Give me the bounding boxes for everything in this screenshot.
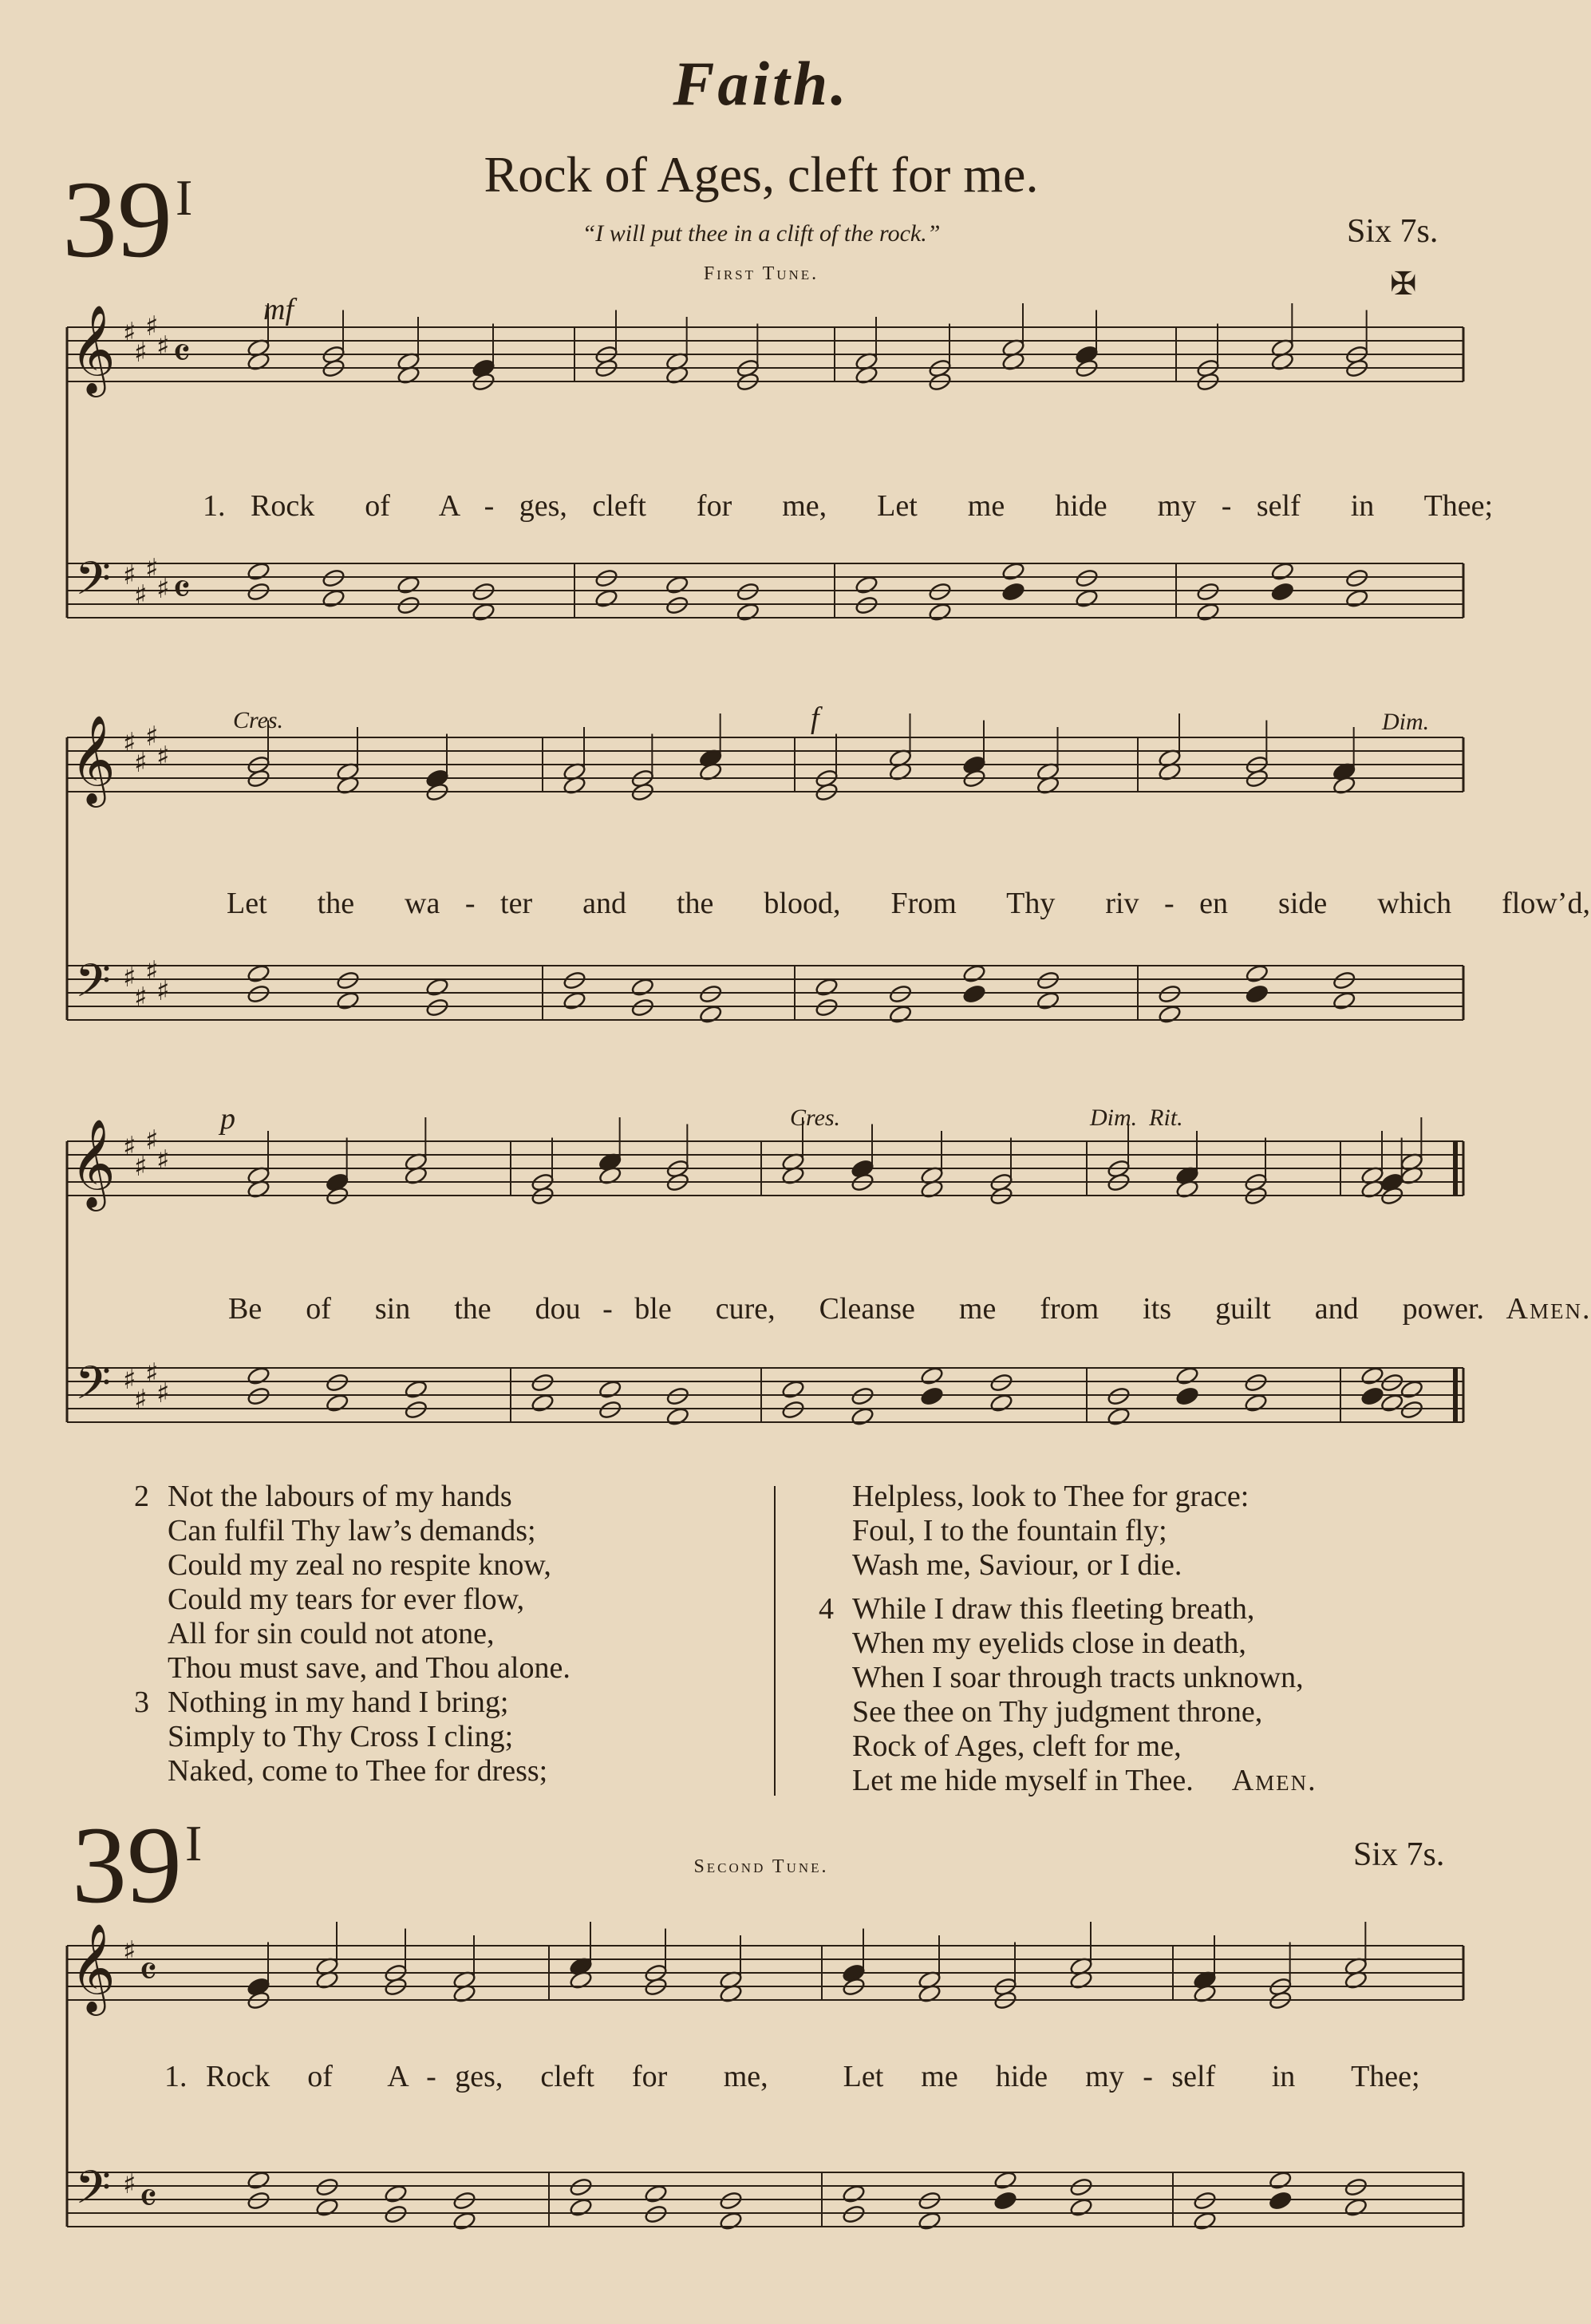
note-head	[851, 1406, 874, 1426]
hymn-epigraph: “I will put thee in a clift of the rock.”	[582, 220, 941, 247]
sharp-icon: ♯	[134, 982, 148, 1014]
note-head	[962, 963, 986, 983]
note-head	[644, 2184, 668, 2203]
note-head	[397, 595, 420, 615]
note-head	[1245, 963, 1269, 983]
note-head	[989, 1393, 1013, 1413]
note-head	[665, 1386, 689, 1406]
dynamic-f: f	[811, 702, 819, 735]
note-head	[452, 2211, 476, 2231]
verse-line: Naked, come to Thee for dress;	[168, 1754, 548, 1788]
sharp-icon: ♯	[123, 2168, 136, 2200]
note-head	[425, 977, 449, 997]
lyrics-line-3-text: Be of sin the dou - ble cure, Cleanse me from its guilt and power.	[228, 1292, 1484, 1326]
note-head	[644, 2204, 668, 2224]
common-time-icon: 𝄴	[172, 566, 191, 614]
verse-line: Could my tears for ever flow,	[168, 1583, 525, 1616]
note-head	[918, 2211, 942, 2231]
sharp-icon: ♯	[134, 1151, 148, 1183]
note-head	[1344, 2177, 1368, 2197]
note-head	[989, 1373, 1013, 1393]
section-title: Faith.	[673, 49, 850, 118]
sharp-icon: ♯	[156, 330, 170, 362]
note-head	[247, 2191, 270, 2211]
sharp-icon: ♯	[123, 1935, 136, 1967]
note-head	[719, 2211, 743, 2231]
note-head	[598, 1400, 622, 1420]
note-head	[1075, 568, 1099, 588]
hymn-title: Rock of Ages, cleft for me.	[484, 146, 1039, 203]
note-head	[1344, 2197, 1368, 2217]
bass-clef-icon: 𝄢	[75, 954, 112, 1019]
treble-clef-icon: 𝄞	[70, 1923, 116, 2012]
note-head	[888, 984, 912, 1004]
hymn-number-digits: 39	[62, 158, 172, 280]
note-head	[397, 575, 420, 595]
dynamic-dim-rit: Dim. Rit.	[1090, 1105, 1183, 1131]
dynamic-cres-1: Cres.	[233, 707, 284, 733]
note-head	[472, 602, 495, 622]
note-head	[1175, 1366, 1199, 1385]
note-head	[336, 990, 360, 1010]
dynamic-dim-1: Dim.	[1382, 709, 1430, 735]
note-head	[699, 984, 723, 1004]
sharp-icon: ♯	[123, 559, 136, 591]
dynamic-p: p	[220, 1102, 235, 1136]
verse-line: Can fulfil Thy law’s demands;	[168, 1514, 536, 1547]
note-head	[1345, 588, 1369, 608]
sharp-icon: ♯	[156, 1377, 170, 1409]
note-head	[1036, 990, 1060, 1010]
note-head	[815, 977, 839, 997]
common-time-icon: 𝄴	[172, 330, 191, 377]
note-head	[1400, 1379, 1423, 1399]
cross-icon: ✠	[1390, 266, 1417, 302]
note-head	[247, 2170, 270, 2190]
note-head	[630, 998, 654, 1018]
note-head	[851, 1386, 874, 1406]
note-head	[404, 1400, 428, 1420]
note-head	[1193, 2191, 1217, 2211]
sharp-icon: ♯	[156, 1144, 170, 1176]
sharp-icon: ♯	[145, 955, 159, 987]
note-head	[855, 595, 878, 615]
note-head	[531, 1373, 555, 1393]
note-head	[1069, 2177, 1093, 2197]
verse-line: Rock of Ages, cleft for me,	[852, 1729, 1182, 1763]
note-head	[1360, 1386, 1384, 1406]
sharp-icon: ♯	[156, 573, 170, 605]
note-head	[918, 2191, 942, 2211]
sharp-icon: ♯	[145, 721, 159, 753]
verse-line: Could my zeal no respite know,	[168, 1548, 551, 1582]
note-head	[962, 984, 986, 1004]
note-head	[384, 2204, 408, 2224]
first-tune-label: First Tune.	[703, 263, 819, 284]
sharp-icon: ♯	[145, 1124, 159, 1156]
hymn-meter: Six 7s.	[1347, 213, 1439, 250]
note-head	[993, 2170, 1017, 2190]
note-head	[563, 970, 586, 990]
note-head	[888, 1004, 912, 1024]
note-head	[1332, 970, 1356, 990]
hymn-number-2-suffix: I	[185, 1815, 203, 1871]
second-tune-label: Second Tune.	[693, 1856, 829, 1877]
verse-line: See thee on Thy judgment throne,	[852, 1695, 1263, 1729]
note-head	[1075, 588, 1099, 608]
note-head	[326, 1393, 349, 1413]
bass-clef-icon: 𝄢	[75, 551, 112, 617]
sharp-icon: ♯	[123, 962, 136, 994]
note-head	[1036, 970, 1060, 990]
note-head	[1400, 1400, 1423, 1420]
treble-clef-icon: 𝄞	[70, 714, 116, 804]
verse-line: Wash me, Saviour, or I die.	[852, 1548, 1182, 1582]
verse-line: Let me hide myself in Thee. Amen.	[852, 1764, 1317, 1797]
verse-line: Helpless, look to Thee for grace:	[852, 1480, 1250, 1513]
sharp-icon: ♯	[156, 975, 170, 1007]
note-head	[920, 1386, 944, 1406]
note-head	[322, 568, 345, 588]
hymn-meter-2: Six 7s.	[1353, 1836, 1445, 1873]
verse-line: When my eyelids close in death,	[852, 1626, 1246, 1660]
verse-line: When I soar through tracts unknown,	[852, 1661, 1304, 1694]
sharp-icon: ♯	[134, 1384, 148, 1416]
note-head	[594, 588, 618, 608]
verse-line: Simply to Thy Cross I cling;	[168, 1720, 514, 1753]
note-head	[1360, 1366, 1384, 1385]
note-head	[1196, 582, 1220, 602]
note-head	[842, 2184, 866, 2203]
note-head	[1244, 1373, 1268, 1393]
dynamic-cres-2: Cres.	[790, 1105, 841, 1131]
note-head	[1196, 602, 1220, 622]
note-head	[472, 582, 495, 602]
note-head	[781, 1400, 805, 1420]
note-head	[1158, 1004, 1182, 1024]
lyrics-line-second-tune: 1. Rock of A - ges, cleft for me, Let me hide my - self in Thee;	[164, 2060, 1420, 2093]
note-head	[315, 2177, 339, 2197]
note-head	[1001, 582, 1025, 602]
sharp-icon: ♯	[123, 727, 136, 759]
sharp-icon: ♯	[145, 310, 159, 342]
note-head	[920, 1366, 944, 1385]
note-head	[665, 575, 689, 595]
note-head	[598, 1379, 622, 1399]
sharp-icon: ♯	[156, 741, 170, 773]
note-head	[425, 998, 449, 1018]
verse-line: All for sin could not atone,	[168, 1617, 495, 1650]
sharp-icon: ♯	[145, 1358, 159, 1389]
verse-line: Thou must save, and Thou alone.	[168, 1651, 570, 1685]
note-head	[1244, 1393, 1268, 1413]
note-head	[736, 602, 760, 622]
lyrics-line-2: Let the wa - ter and the blood, From Thy riv - en side which flow’d,	[227, 887, 1590, 920]
note-head	[815, 998, 839, 1018]
hymn-number-suffix: I	[176, 169, 193, 226]
lyrics-line-1: 1. Rock of A - ges, cleft for me, Let me hide my - self in Thee;	[203, 489, 1494, 523]
note-head	[1269, 2170, 1293, 2190]
bass-clef-icon: 𝄢	[75, 2160, 112, 2226]
note-head	[326, 1373, 349, 1393]
note-head	[594, 568, 618, 588]
sharp-icon: ♯	[134, 579, 148, 611]
note-head	[1270, 582, 1294, 602]
note-head	[665, 1406, 689, 1426]
note-head	[247, 1366, 270, 1385]
note-head	[247, 1386, 270, 1406]
note-head	[699, 1004, 723, 1024]
note-head	[1380, 1393, 1404, 1413]
note-head	[1069, 2197, 1093, 2217]
common-time-icon: 𝄴	[139, 2175, 158, 2223]
note-head	[1193, 2211, 1217, 2231]
verse-line: 2 Not the labours of my hands	[134, 1480, 512, 1513]
bass-clef-icon: 𝄢	[75, 1356, 112, 1421]
note-head	[1270, 561, 1294, 581]
note-head	[322, 588, 345, 608]
note-head	[855, 575, 878, 595]
treble-clef-icon: 𝄞	[70, 304, 116, 393]
dynamic-mf: mf	[263, 293, 294, 326]
note-head	[842, 2204, 866, 2224]
sharp-icon: ♯	[123, 1364, 136, 1396]
note-head	[247, 561, 270, 581]
sharp-icon: ♯	[123, 317, 136, 349]
common-time-icon: 𝄴	[139, 1948, 158, 1996]
note-head	[781, 1379, 805, 1399]
note-head	[1107, 1386, 1131, 1406]
note-head	[569, 2197, 593, 2217]
sharp-icon: ♯	[134, 747, 148, 779]
note-head	[315, 2197, 339, 2217]
sharp-icon: ♯	[134, 337, 148, 369]
amen-1: Amen.	[1506, 1292, 1591, 1326]
note-head	[719, 2191, 743, 2211]
note-head	[452, 2191, 476, 2211]
note-head	[569, 2177, 593, 2197]
note-head	[1345, 568, 1369, 588]
note-head	[993, 2191, 1017, 2211]
treble-clef-icon: 𝄞	[70, 1118, 116, 1207]
note-head	[1175, 1386, 1199, 1406]
note-head	[563, 990, 586, 1010]
note-head	[928, 602, 952, 622]
note-head	[1158, 984, 1182, 1004]
sharp-icon: ♯	[145, 553, 159, 585]
note-head	[928, 582, 952, 602]
note-head	[736, 582, 760, 602]
sharp-icon: ♯	[123, 1131, 136, 1163]
verse-line: Foul, I to the fountain fly;	[852, 1514, 1167, 1547]
note-head	[1380, 1373, 1404, 1393]
note-head	[247, 582, 270, 602]
hymn-number-2-digits: 39	[72, 1804, 182, 1926]
note-head	[247, 984, 270, 1004]
note-head	[1269, 2191, 1293, 2211]
note-head	[1332, 990, 1356, 1010]
note-head	[1001, 561, 1025, 581]
note-head	[531, 1393, 555, 1413]
verse-line: 4 While I draw this fleeting breath,	[819, 1592, 1255, 1626]
amen-2: Amen.	[1231, 1764, 1317, 1797]
note-head	[404, 1379, 428, 1399]
note-head	[1245, 984, 1269, 1004]
note-head	[247, 963, 270, 983]
verse-line: 3 Nothing in my hand I bring;	[134, 1686, 509, 1719]
note-head	[1107, 1406, 1131, 1426]
note-head	[336, 970, 360, 990]
note-head	[384, 2184, 408, 2203]
note-head	[665, 595, 689, 615]
note-head	[630, 977, 654, 997]
